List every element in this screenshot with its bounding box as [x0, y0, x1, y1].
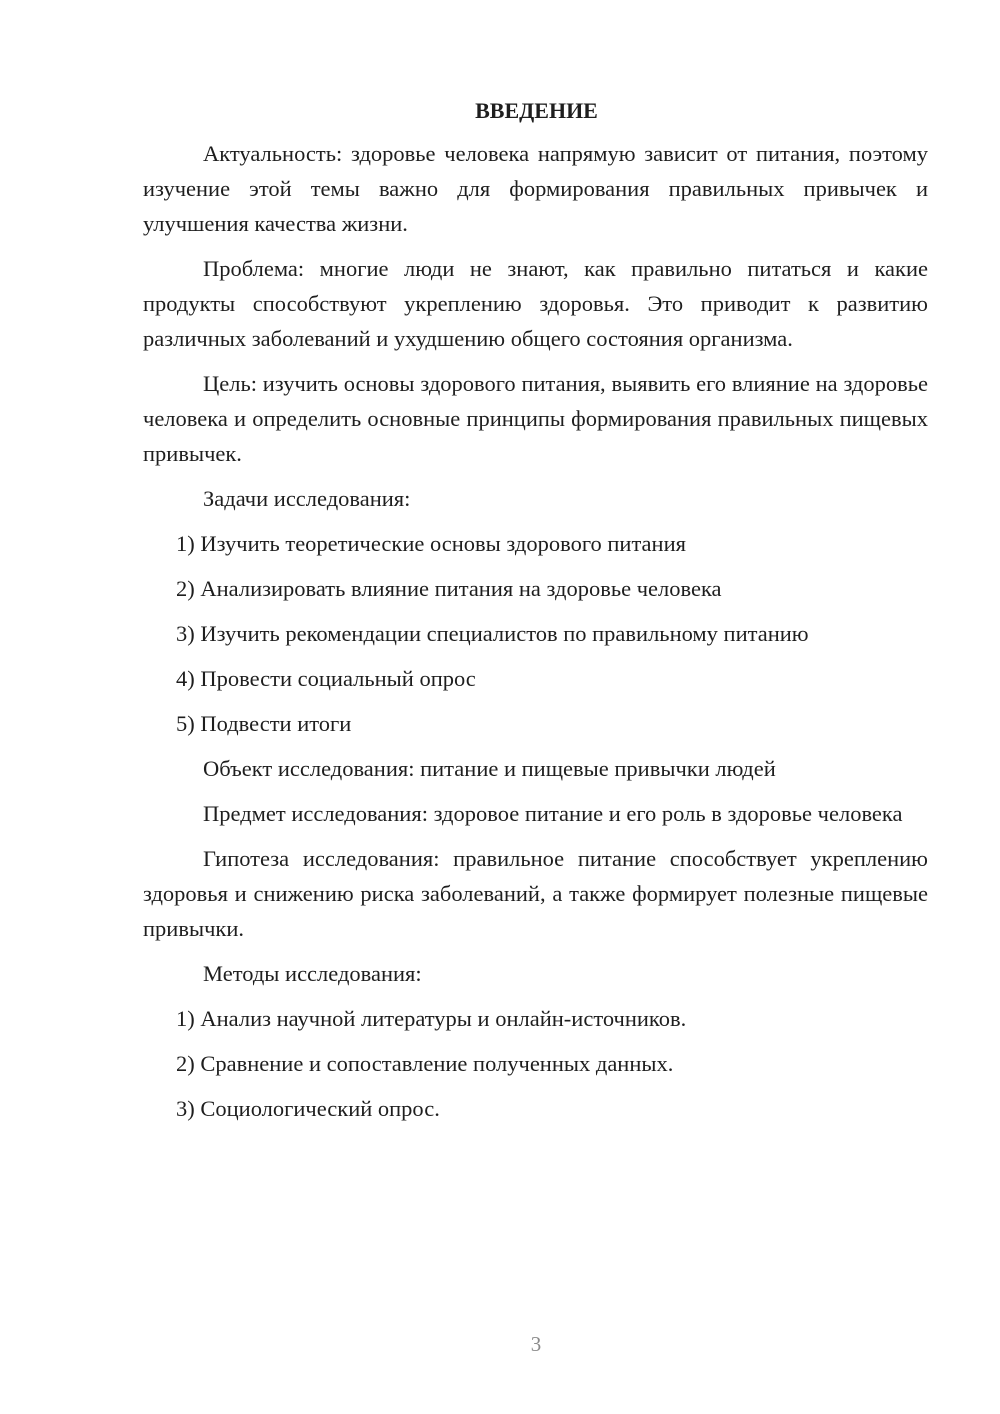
list-item: 5) Подвести итоги — [176, 711, 352, 736]
paragraph-goal: Цель: изучить основы здорового питания, выявить его влияние на здоровье человека и определить основные принципы формирования правильных пищевых привычек. — [143, 371, 928, 466]
section-title: ВВЕДЕНИЕ — [475, 98, 598, 123]
paragraph-actuality: Актуальность: здоровье человека напрямую зависит от питания, поэтому изучение этой темы важно для формирования правильных привычек и улучшения качества жизни. — [143, 141, 928, 236]
list-item: 2) Сравнение и сопоставление полученных данных. — [176, 1051, 674, 1076]
page-number: 3 — [530, 1332, 542, 1356]
list-item: 1) Анализ научной литературы и онлайн-источников. — [176, 1006, 687, 1031]
methods-heading: Методы исследования: — [203, 961, 422, 986]
paragraph-hypothesis: Гипотеза исследования: правильное питание способствует укреплению здоровья и снижению риска заболеваний, а также формирует полезные пищевые привычки. — [143, 846, 928, 941]
list-item: 1) Изучить теоретические основы здорового питания — [176, 531, 686, 556]
methods-list — [143, 1001, 928, 1126]
paragraph-subject: Предмет исследования: здоровое питание и его роль в здоровье человека — [203, 801, 903, 826]
list-item: 4) Провести социальный опрос — [176, 666, 476, 691]
list-item: 3) Изучить рекомендации специалистов по правильному питанию — [176, 621, 809, 646]
paragraph-problem: Проблема: многие люди не знают, как правильно питаться и какие продукты способствуют укреплению здоровья. Это приводит к развитию различных заболеваний и ухудшению общего состояния организма. — [143, 256, 928, 351]
tasks-heading: Задачи исследования: — [203, 486, 411, 511]
list-item: 3) Социологический опрос. — [176, 1096, 440, 1121]
tasks-list — [143, 526, 928, 741]
list-item: 2) Анализировать влияние питания на здоровье человека — [176, 576, 722, 601]
paragraph-object: Объект исследования: питание и пищевые привычки людей — [203, 756, 776, 781]
document-page — [143, 96, 928, 1136]
